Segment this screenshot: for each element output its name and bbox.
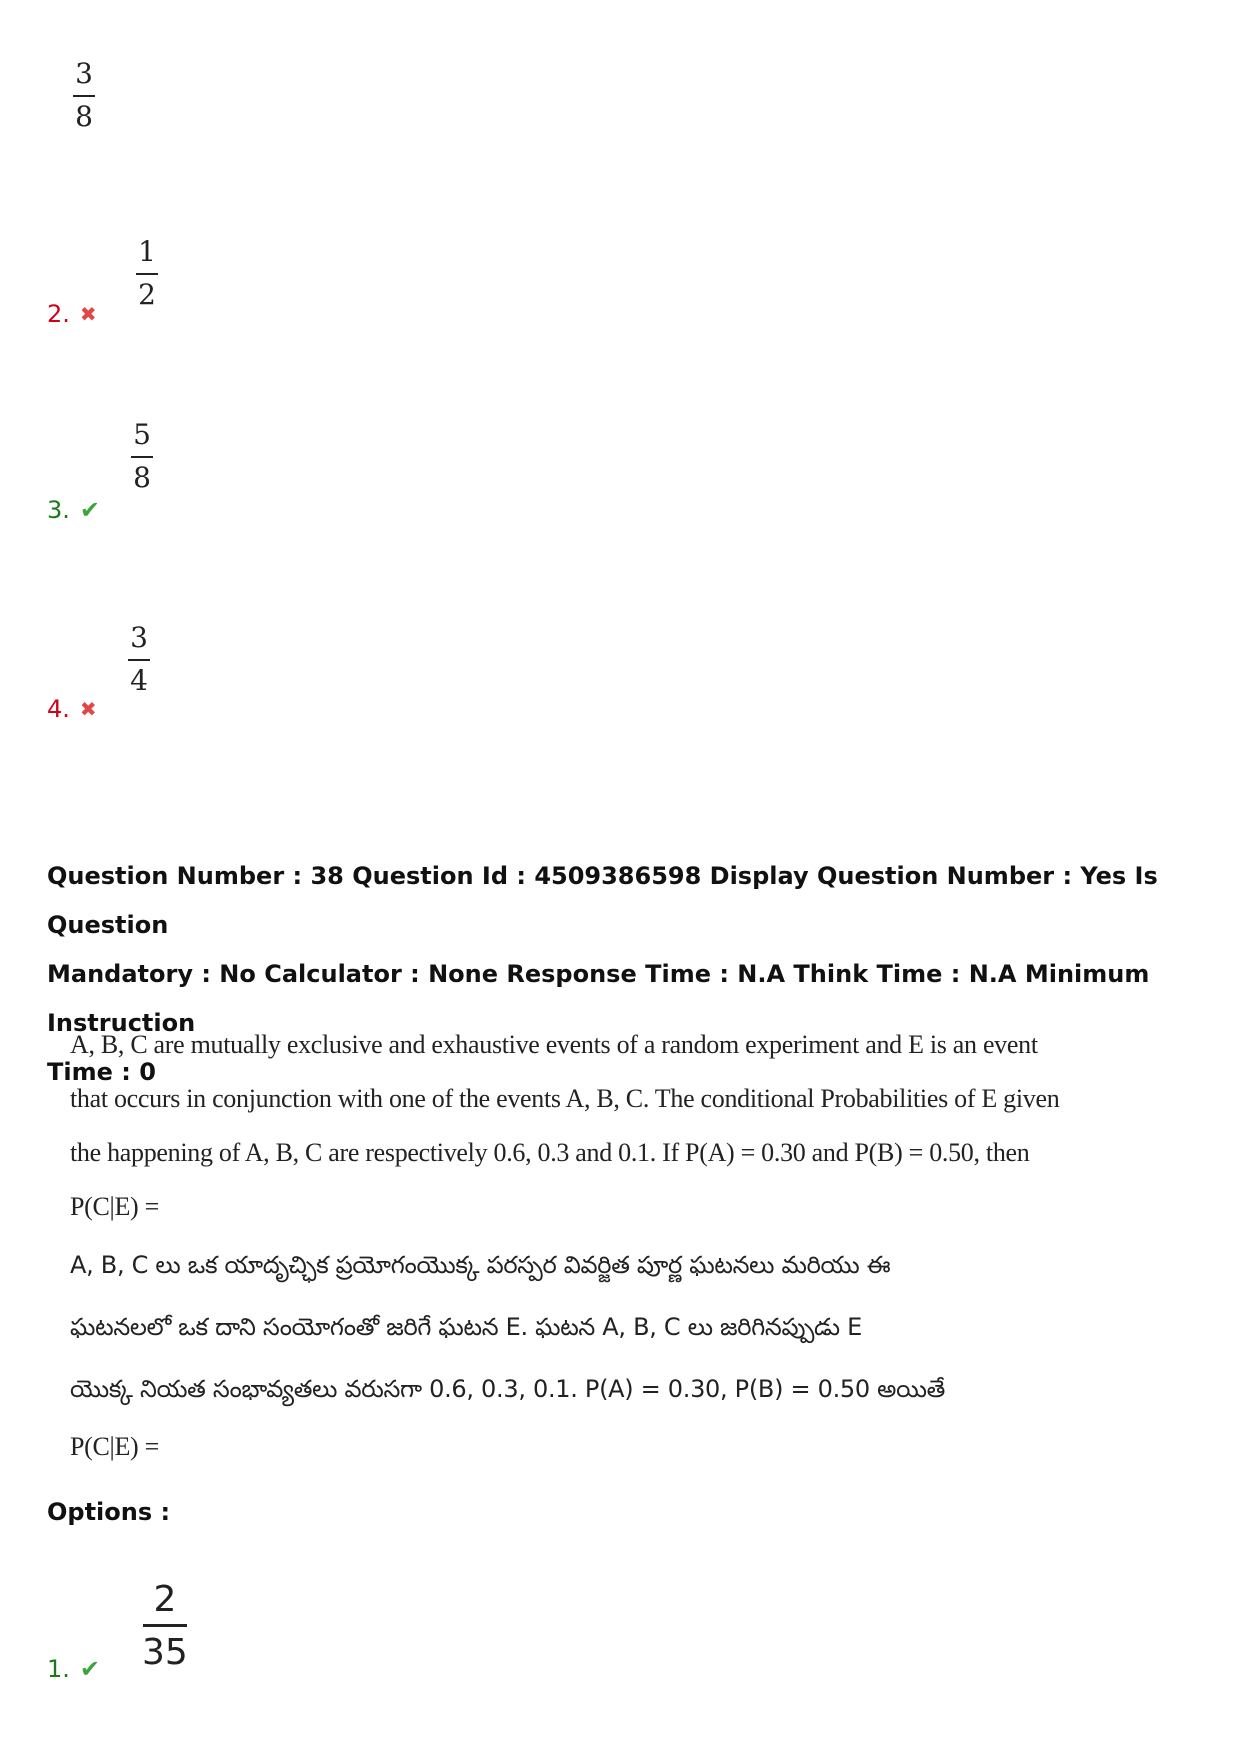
fraction-bar bbox=[131, 456, 153, 458]
denominator: 8 bbox=[133, 461, 151, 494]
question-meta-line-1: Question Number : 38 Question Id : 4509386598 Display Question Number : Yes Is Question bbox=[47, 862, 1158, 939]
prev-option-2-label bbox=[47, 300, 97, 328]
check-icon: ✔ bbox=[79, 496, 101, 524]
denominator: 35 bbox=[142, 1632, 188, 1673]
option-number: 3. bbox=[47, 496, 70, 524]
question-meta-line-2: Mandatory : No Calculator : None Response Time : N.A Think Time : N.A Minimum Instruction bbox=[47, 960, 1150, 1037]
numerator: 1 bbox=[138, 235, 156, 268]
denominator: 8 bbox=[75, 100, 93, 133]
check-icon: ✔ bbox=[79, 1655, 101, 1683]
option-1-label bbox=[47, 1655, 100, 1683]
cross-icon: ✖ bbox=[79, 697, 97, 721]
numerator: 5 bbox=[133, 418, 151, 451]
prev-option-4-label bbox=[47, 695, 97, 723]
fraction-bar bbox=[143, 1624, 187, 1627]
numerator: 3 bbox=[130, 621, 148, 654]
prev-option-4-fraction bbox=[128, 621, 150, 697]
question-telugu-line-2: ఘటనలలో ఒక దాని సంయోగంతో జరిగే ఘటన E. ఘటన A, B, C లు జరిగినప్పుడు E bbox=[70, 1313, 862, 1341]
prev-option-1-fraction bbox=[73, 57, 95, 133]
question-telugu-line-4: P(C|E) = bbox=[70, 1432, 159, 1461]
question-english-line-4: P(C|E) = bbox=[70, 1192, 159, 1221]
option-number: 4. bbox=[47, 695, 70, 723]
prev-option-2-fraction bbox=[136, 235, 158, 311]
question-english-line-2: that occurs in conjunction with one of the events A, B, C. The conditional Probabilities of E given bbox=[70, 1084, 1060, 1113]
question-english-line-1: A, B, C are mutually exclusive and exhaustive events of a random experiment and E is an event bbox=[70, 1030, 1038, 1059]
question-telugu-line-3: యొక్క నియత సంభావ్యతలు వరుసగా 0.6, 0.3, 0.1. P(A) = 0.30, P(B) = 0.50 అయితే bbox=[70, 1375, 946, 1403]
denominator: 4 bbox=[130, 664, 148, 697]
option-number: 2. bbox=[47, 300, 70, 328]
denominator: 2 bbox=[138, 278, 156, 311]
fraction-bar bbox=[136, 273, 158, 275]
question-text bbox=[70, 1018, 1060, 1474]
option-1-fraction bbox=[142, 1579, 188, 1673]
numerator: 2 bbox=[153, 1579, 177, 1620]
cross-icon: ✖ bbox=[79, 302, 97, 326]
question-meta-line-3: Time : 0 bbox=[47, 1058, 156, 1086]
fraction-bar bbox=[73, 95, 95, 97]
fraction-bar bbox=[128, 659, 150, 661]
option-number: 1. bbox=[47, 1655, 70, 1683]
question-english-line-3: the happening of A, B, C are respectively 0.6, 0.3 and 0.1. If P(A) = 0.30 and P(B) = 0.50, then bbox=[70, 1138, 1030, 1167]
question-telugu-line-1: A, B, C లు ఒక యాదృచ్ఛిక ప్రయోగంయొక్క పరస్పర వివర్జిత పూర్ణ ఘటనలు మరియు ఈ bbox=[70, 1251, 891, 1279]
prev-option-3-label bbox=[47, 496, 100, 524]
prev-option-3-fraction bbox=[131, 418, 153, 494]
numerator: 3 bbox=[75, 57, 93, 90]
options-label: Options : bbox=[47, 1498, 171, 1526]
